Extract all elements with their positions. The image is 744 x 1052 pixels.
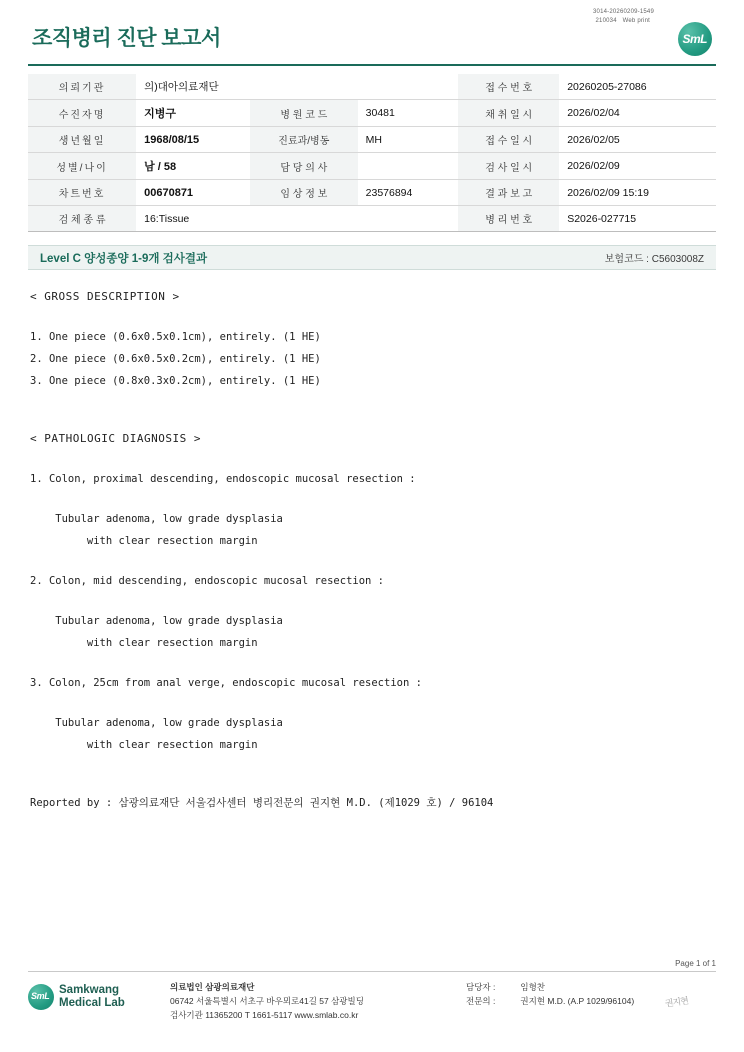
info-label-collection-date: 채 취 일 시 [458, 100, 559, 127]
diagnosis-2-line-2: with clear resection margin [30, 637, 258, 649]
header-code-line2-b: Web print [622, 17, 650, 24]
footer-company-name-line2: Medical Lab [59, 997, 125, 1010]
info-value-doctor [358, 153, 459, 180]
sml-footer-logo-icon [28, 984, 54, 1010]
info-value-result-report: 2026/02/09 15:19 [559, 180, 716, 206]
info-value-specimen-type: 16:Tissue [136, 206, 458, 232]
info-value-pathology-number: S2026-027715 [559, 206, 716, 232]
footer-staff-value: 임형찬 [520, 981, 546, 992]
footer-specialist-value: 권지현 M.D. (A.P 1029/96104) [520, 995, 635, 1006]
footer-staff-label: 담당자 : [466, 981, 496, 992]
sml-footer-logo-text: SmL [31, 991, 50, 1002]
gross-description-heading: < GROSS DESCRIPTION > [30, 290, 180, 303]
spacer [30, 592, 716, 610]
footer-staff-row [466, 980, 716, 994]
header-code-line2-a: 210034 [595, 17, 617, 24]
diagnosis-2-line-1: Tubular adenoma, low grade dysplasia [30, 615, 283, 627]
info-value-patient-name: 지병구 [136, 100, 250, 127]
table-row [28, 180, 716, 206]
header-code-line2 [593, 17, 654, 26]
info-label-receipt-date: 접 수 일 시 [458, 127, 559, 153]
info-value-receipt-date: 2026/02/05 [559, 127, 716, 153]
footer-address [160, 980, 456, 1022]
info-label-hospital-code: 병 원 코 드 [250, 100, 358, 127]
page-title: 조직병리 진단 보고서 [32, 27, 221, 50]
level-banner-title: Level C 양성종양 1-9개 검사결과 [40, 252, 208, 265]
report-body [28, 286, 716, 814]
sml-logo-icon [662, 22, 712, 56]
footer-signature [456, 980, 716, 1008]
document-header [28, 0, 716, 66]
info-value-sex-age: 남 / 58 [136, 153, 250, 180]
spacer [30, 694, 716, 712]
info-value-chart-number: 00670871 [136, 180, 250, 206]
info-label-department: 진료과/병동 [250, 127, 358, 153]
footer-address-line3: 검사기관 11365200 T 1661-5117 www.smlab.co.kr [170, 1009, 359, 1020]
table-row [28, 206, 716, 232]
footer-company-name-line1: Samkwang [59, 983, 120, 996]
info-label-doctor: 담 당 의 사 [250, 153, 358, 180]
info-label-test-date: 검 사 일 시 [458, 153, 559, 180]
info-value-hospital-code: 30481 [358, 100, 459, 127]
diagnosis-3-line-1: Tubular adenoma, low grade dysplasia [30, 717, 283, 729]
spacer [30, 392, 716, 428]
info-value-birthdate: 1968/08/15 [136, 127, 250, 153]
pathologic-diagnosis-heading: < PATHOLOGIC DIAGNOSIS > [30, 432, 201, 445]
patient-info-table [28, 74, 716, 232]
footer-address-line1: 의료법인 삼광의료재단 [170, 981, 255, 992]
spacer [30, 756, 716, 792]
info-label-birthdate: 생년월일 [28, 127, 136, 153]
diagnosis-1-line-2: with clear resection margin [30, 535, 258, 547]
sml-logo-text: SmL [682, 32, 707, 46]
info-label-chart-number: 차트번호 [28, 180, 136, 206]
info-label-receipt-number: 접 수 번 호 [458, 74, 559, 100]
info-label-patient-name: 수진자명 [28, 100, 136, 127]
info-value-receipt-number: 20260205-27086 [559, 74, 716, 100]
info-label-pathology-number: 병 리 번 호 [458, 206, 559, 232]
header-divider [28, 64, 716, 66]
info-value-department: MH [358, 127, 459, 153]
table-row [28, 153, 716, 180]
header-code-line1: 3014-20260209-1549 [593, 9, 654, 15]
document-footer [28, 959, 716, 1022]
info-label-specimen-type: 검 체 종 류 [28, 206, 136, 232]
diagnosis-3-title: 3. Colon, 25cm from anal verge, endoscopic mucosal resection : [30, 677, 422, 689]
info-label-sex-age: 성별/나이 [28, 153, 136, 180]
insurance-code: 보험코드 : C5603008Z [604, 254, 704, 265]
footer-logo [28, 980, 160, 1010]
reported-by: Reported by : 삼광의료재단 서울검사센터 병리전문의 권지현 M.D. (제1029 호) / 96104 [30, 797, 494, 809]
info-label-institution: 의뢰기관 [28, 74, 136, 100]
info-value-clinical-info: 23576894 [358, 180, 459, 206]
footer-address-line2: 06742 서울특별시 서초구 바우뫼로41길 57 삼광빌딩 [170, 995, 364, 1006]
table-row [28, 127, 716, 153]
diagnosis-1-title: 1. Colon, proximal descending, endoscopic mucosal resection : [30, 473, 416, 485]
gross-line-3: 3. One piece (0.8x0.3x0.2cm), entirely. (1 HE) [30, 375, 321, 387]
footer-company-name [59, 984, 125, 1010]
header-codes [593, 8, 654, 25]
footer-divider [28, 971, 716, 972]
spacer [30, 552, 716, 570]
info-label-result-report: 결 과 보 고 [458, 180, 559, 206]
diagnosis-1-line-1: Tubular adenoma, low grade dysplasia [30, 513, 283, 525]
info-value-collection-date: 2026/02/04 [559, 100, 716, 127]
gross-line-1: 1. One piece (0.6x0.5x0.1cm), entirely. (1 HE) [30, 331, 321, 343]
spacer [30, 654, 716, 672]
diagnosis-2-title: 2. Colon, mid descending, endoscopic mucosal resection : [30, 575, 385, 587]
level-banner [28, 245, 716, 270]
spacer [30, 308, 716, 326]
gross-line-2: 2. One piece (0.6x0.5x0.2cm), entirely. (1 HE) [30, 353, 321, 365]
spacer [30, 450, 716, 468]
diagnosis-3-line-2: with clear resection margin [30, 739, 258, 751]
footer-specialist-label: 전문의 : [466, 995, 496, 1006]
spacer [30, 490, 716, 508]
info-label-clinical-info: 임 상 정 보 [250, 180, 358, 206]
signature-stamp: 권지현 [664, 996, 689, 1010]
info-value-institution: 의)대아의료재단 [136, 74, 458, 100]
page-number: Page 1 of 1 [675, 958, 716, 968]
info-value-test-date: 2026/02/09 [559, 153, 716, 180]
table-row [28, 100, 716, 127]
table-row [28, 74, 716, 100]
